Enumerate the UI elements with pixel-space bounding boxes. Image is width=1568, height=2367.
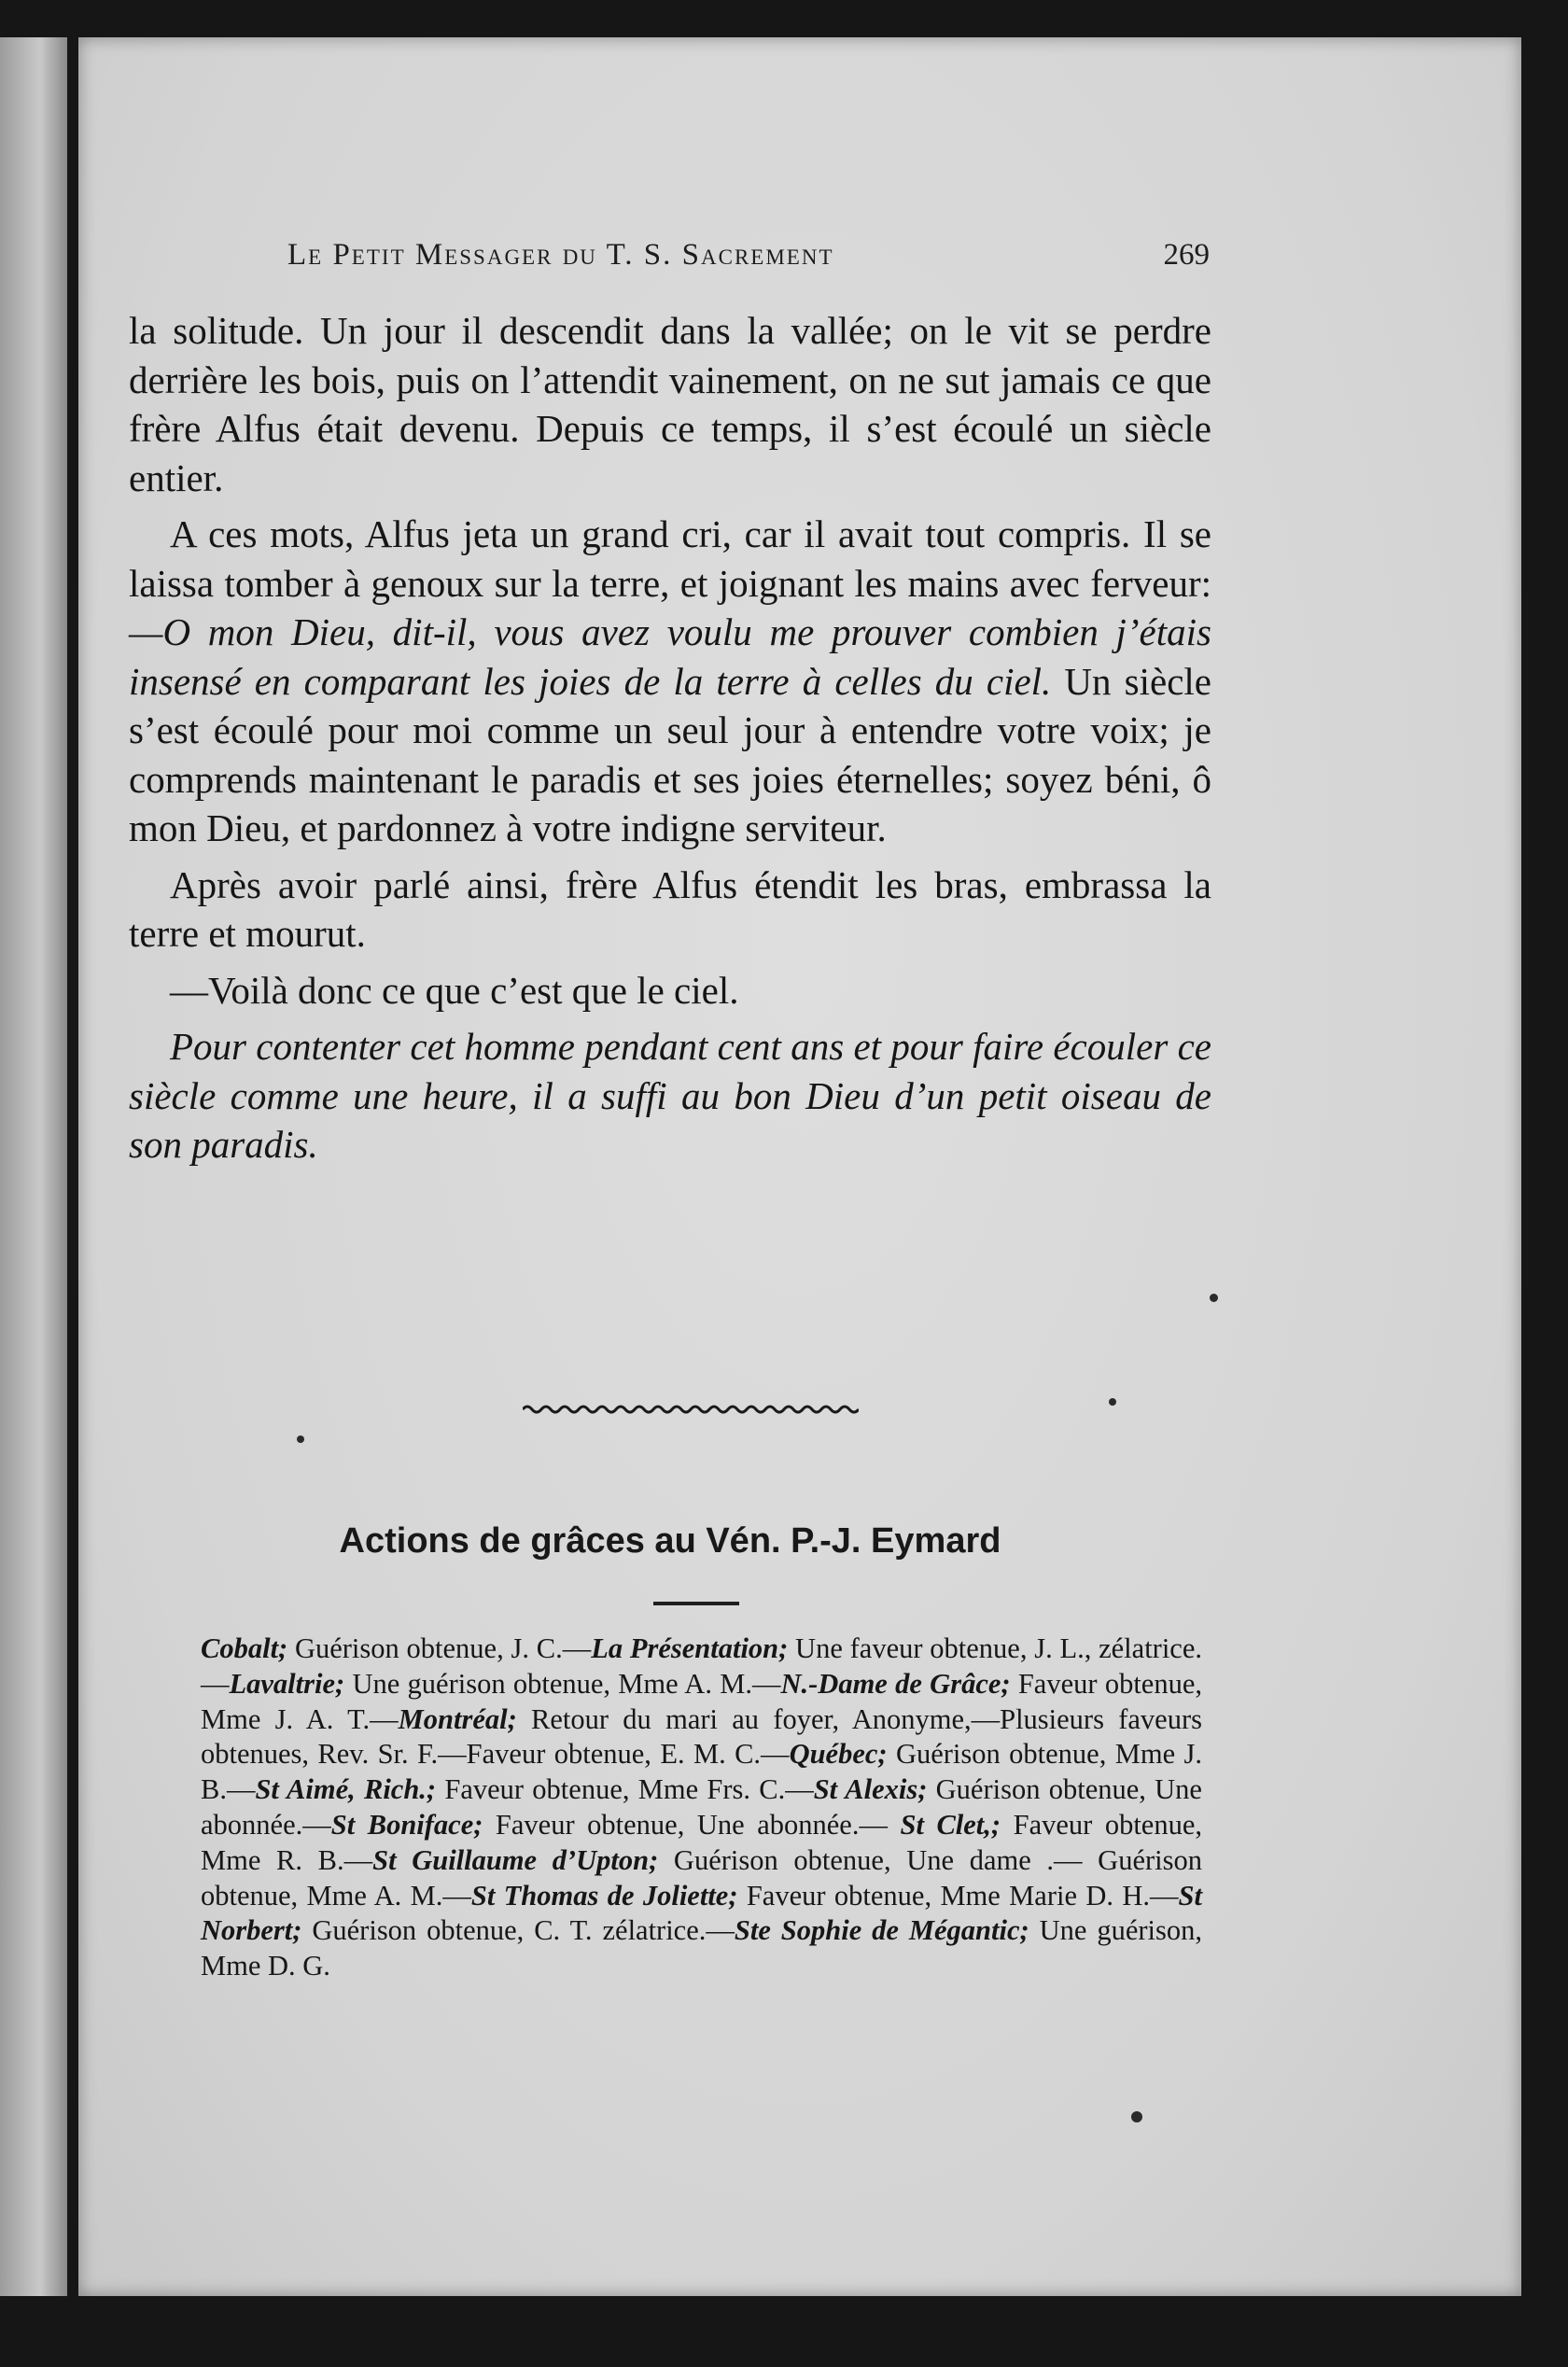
grace-place: N.-Dame de Grâce; <box>780 1667 1011 1700</box>
grace-text: Faveur obtenue, Une abonnée.— <box>483 1808 901 1841</box>
grace-text: Guérison obtenue, J. C.— <box>287 1632 592 1664</box>
grace-place: La Présentation; <box>591 1632 789 1664</box>
grace-place: St Guillaume d’Upton; <box>372 1843 659 1876</box>
paragraph-1: la solitude. Un jour il descendit dans la vallée; on le vit se perdre derrière les bois, puis on l’attendit vainement, on ne sut jamais ce que frère Alfus était devenu. Depuis ce temps, il s’est écoulé un siècle entier. <box>129 309 1211 499</box>
print-speck <box>1131 2111 1142 2122</box>
wavy-ornament <box>523 1400 859 1419</box>
grace-text: Guérison obtenue, C. T. zélatrice.— <box>301 1914 735 1947</box>
adjacent-page-edge <box>0 37 67 2296</box>
paragraph-2 <box>129 510 1211 853</box>
print-speck <box>1109 1398 1116 1406</box>
grace-place: St Alexis; <box>813 1773 928 1806</box>
paragraph-5 <box>129 1022 1211 1169</box>
grace-place: Ste Sophie de Mégantic; <box>734 1914 1029 1947</box>
page-number: 269 <box>1163 238 1210 272</box>
grace-place: Montréal; <box>398 1702 517 1735</box>
grace-place: Québec; <box>789 1738 888 1771</box>
grace-text: Une guérison, Mme D. G. <box>201 1914 1202 1982</box>
print-speck <box>1210 1294 1218 1302</box>
running-title: Le Petit Messager du T. S. Sacrement <box>287 238 834 272</box>
print-speck <box>297 1436 304 1443</box>
graces-list <box>201 1632 1202 1984</box>
grace-place: St Boniface; <box>330 1808 483 1841</box>
grace-text: Retour du mari au foyer, Anonyme,—Plusieurs faveurs obtenues, Rev. Sr. F.—Faveur obtenue, E. M. C.— <box>201 1702 1202 1771</box>
paragraph-2-tail: Un siècle s’est écoulé pour moi comme un seul jour à entendre votre voix; je comprends maintenant le paradis et ses joies éternelles; soyez béni, ô mon Dieu, et pardonnez à votre indigne serviteur. <box>129 659 1211 849</box>
grace-text: Guérison obtenue, Une dame .— Guérison obtenue, Mme A. M.— <box>201 1843 1202 1912</box>
grace-place: St Clet,; <box>900 1808 1001 1841</box>
grace-text: Une faveur obtenue, J. L., zélatrice.— <box>201 1632 1202 1700</box>
running-header <box>287 238 1210 273</box>
paragraph-4: —Voilà donc ce que c’est que le ciel. <box>170 968 739 1012</box>
grace-text: Faveur obtenue, Mme Frs. C.— <box>436 1773 814 1806</box>
grace-place: St Thomas de Joliette; <box>470 1879 738 1912</box>
grace-text: Guérison obtenue, Une abonnée.— <box>201 1773 1202 1841</box>
story-text <box>129 306 1211 1169</box>
grace-text: Guérison obtenue, Mme J. B.— <box>201 1738 1202 1806</box>
section-title: Actions de grâces au Vén. P.-J. Eymard <box>339 1521 1001 1561</box>
grace-text: Une guérison obtenue, Mme A. M.— <box>344 1667 781 1700</box>
paragraph-3: Après avoir parlé ainsi, frère Alfus étendit les bras, embrassa la terre et mourut. <box>129 862 1211 955</box>
grace-place: Cobalt; <box>201 1632 288 1664</box>
title-rule <box>653 1602 739 1605</box>
paragraph-2-plain: A ces mots, Alfus jeta un grand cri, car il avait tout compris. Il se laissa tomber à genoux sur la terre, et joignant les mains avec ferveur: <box>129 512 1211 605</box>
paragraph-5-italic: Pour contenter cet homme pendant cent ans et pour faire écouler ce siècle comme une heure, il a suffi au bon Dieu d’un petit oiseau de son paradis. <box>129 1025 1211 1166</box>
grace-text: Faveur obtenue, Mme Marie D. H.— <box>737 1879 1179 1912</box>
grace-place: Lavaltrie; <box>229 1667 345 1700</box>
grace-place: St Aimé, Rich.; <box>255 1773 437 1806</box>
grace-place: St Norbert; <box>201 1879 1202 1947</box>
grace-text: Faveur obtenue, Mme J. A. T.— <box>201 1667 1202 1735</box>
paragraph-2-italic: —O mon Dieu, dit-il, vous avez voulu me prouver combien j’étais insensé en comparant les joies de la terre à celles du ciel. <box>129 610 1211 703</box>
grace-text: Faveur obtenue, Mme R. B.— <box>201 1808 1203 1876</box>
